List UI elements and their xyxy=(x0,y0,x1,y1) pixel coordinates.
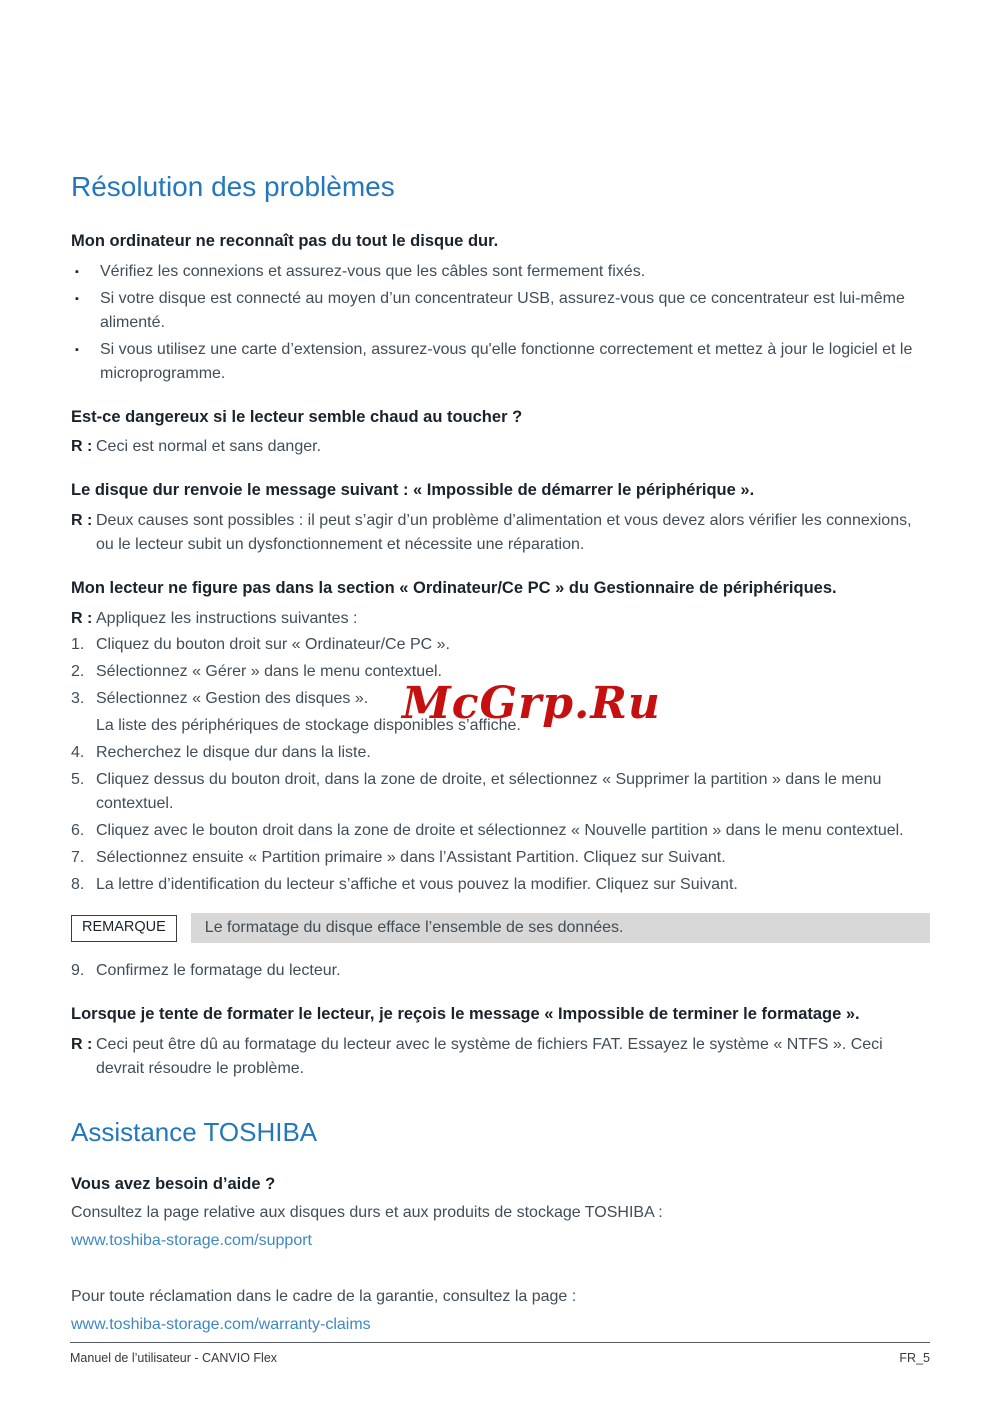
step-number: 1. xyxy=(71,636,85,654)
page-title: Résolution des problèmes xyxy=(71,171,395,202)
footer xyxy=(70,1342,930,1365)
question-heading: Mon ordinateur ne reconnaît pas du tout le disque dur. xyxy=(71,231,499,250)
support-text: Pour toute réclamation dans le cadre de la garantie, consultez la page : xyxy=(71,1288,577,1306)
step-number: 3. xyxy=(71,690,85,708)
bullet-text: ▪ Si vous utilisez une carte d’extension, assurez-vous qu'elle fonctionne correctement et mettez à jour le logiciel et le microprogramme. xyxy=(100,340,913,382)
note-box xyxy=(71,913,930,943)
step-text: Sélectionnez ensuite « Partition primaire » dans l’Assistant Partition. Cliquez sur Suivant. xyxy=(96,849,726,867)
section-title: Assistance TOSHIBA xyxy=(71,1117,318,1148)
step-text: Cliquez avec le bouton droit dans la zone de droite et sélectionnez « Nouvelle partition » dans le menu contextuel. xyxy=(96,822,904,840)
numbered-step-continuation xyxy=(71,714,930,738)
answer-line xyxy=(71,607,930,631)
numbered-step xyxy=(71,687,930,711)
watermark: McGrp.Ru xyxy=(402,678,661,729)
answer-text: Deux causes sont possibles : il peut s’agir d’un problème d’alimentation et vous devez alors vérifier les connexions, ou le lecteur subit un dysfonctionnement et nécessite une réparation. xyxy=(96,512,912,554)
bullet-text: ▪ Vérifiez les connexions et assurez-vous que les câbles sont fermement fixés. xyxy=(100,262,646,280)
support-text: Consultez la page relative aux disques durs et aux produits de stockage TOSHIBA : xyxy=(71,1204,663,1222)
step-text: Cliquez du bouton droit sur « Ordinateur/Ce PC ». xyxy=(96,636,450,654)
numbered-step xyxy=(71,633,930,657)
answer-prefix: R : xyxy=(71,610,93,628)
help-heading: Vous avez besoin d’aide ? xyxy=(71,1175,276,1194)
step-text: La liste des périphériques de stockage disponibles s’affiche. xyxy=(96,717,521,735)
step-number: 5. xyxy=(71,771,85,789)
step-number: 4. xyxy=(71,744,85,762)
bullet-item xyxy=(71,260,930,284)
note-text: Le formatage du disque efface l’ensemble de ses données. xyxy=(191,913,930,943)
numbered-step xyxy=(71,768,930,816)
step-number xyxy=(71,714,96,738)
step-number: 8. xyxy=(71,876,85,894)
step-number: 7. xyxy=(71,849,85,867)
question-heading: Est-ce dangereux si le lecteur semble chaud au toucher ? xyxy=(71,407,523,426)
bullet-text: ▪ Si votre disque est connecté au moyen d’un concentrateur USB, assurez-vous que ce concentrateur est lui-même alimenté. xyxy=(100,289,905,331)
step-text: Cliquez dessus du bouton droit, dans la zone de droite, et sélectionnez « Supprimer la partition » dans le menu contextuel. xyxy=(96,771,882,813)
warranty-link[interactable]: www.toshiba-storage.com/warranty-claims xyxy=(71,1316,371,1334)
note-label: REMARQUE xyxy=(71,915,177,942)
question-heading: Lorsque je tente de formater le lecteur, je reçois le message « Impossible de terminer le formatage ». xyxy=(71,1005,860,1024)
step-text: Sélectionnez « Gérer » dans le menu contextuel. xyxy=(96,663,442,681)
question-heading: Le disque dur renvoie le message suivant : « Impossible de démarrer le périphérique ». xyxy=(71,481,755,500)
answer-text: Ceci est normal et sans danger. xyxy=(96,438,322,456)
answer-line xyxy=(71,1033,930,1081)
numbered-step xyxy=(71,873,930,897)
answer-prefix: R : xyxy=(71,1036,93,1054)
bullet-list xyxy=(71,260,930,386)
bullet-item xyxy=(71,338,930,386)
footer-page-number: FR_5 xyxy=(899,1351,930,1365)
support-link[interactable]: www.toshiba-storage.com/support xyxy=(71,1232,312,1250)
step-text: La lettre d’identification du lecteur s’affiche et vous pouvez la modifier. Cliquez sur Suivant. xyxy=(96,876,738,894)
step-text: Confirmez le formatage du lecteur. xyxy=(96,962,341,980)
step-text: Sélectionnez « Gestion des disques ». xyxy=(96,690,369,708)
numbered-step xyxy=(71,660,930,684)
answer-line xyxy=(71,509,930,557)
numbered-step xyxy=(71,741,930,765)
step-number: 2. xyxy=(71,663,85,681)
numbered-step xyxy=(71,819,930,843)
answer-line xyxy=(71,435,930,459)
bullet-item xyxy=(71,287,930,335)
step-number: 9. xyxy=(71,962,85,980)
answer-text: Ceci peut être dû au formatage du lecteur avec le système de fichiers FAT. Essayez le système « NTFS ». Ceci devrait résoudre le problème. xyxy=(96,1036,883,1078)
answer-prefix: R : xyxy=(71,512,93,530)
answer-text: Appliquez les instructions suivantes : xyxy=(96,610,358,628)
step-text: Recherchez le disque dur dans la liste. xyxy=(96,744,371,762)
numbered-step xyxy=(71,846,930,870)
step-number: 6. xyxy=(71,822,85,840)
numbered-step xyxy=(71,959,930,983)
numbered-list xyxy=(71,633,930,897)
answer-prefix: R : xyxy=(71,438,93,456)
question-heading: Mon lecteur ne figure pas dans la section « Ordinateur/Ce PC » du Gestionnaire de périphériques. xyxy=(71,579,837,598)
footer-left: Manuel de l’utilisateur - CANVIO Flex xyxy=(70,1351,278,1365)
